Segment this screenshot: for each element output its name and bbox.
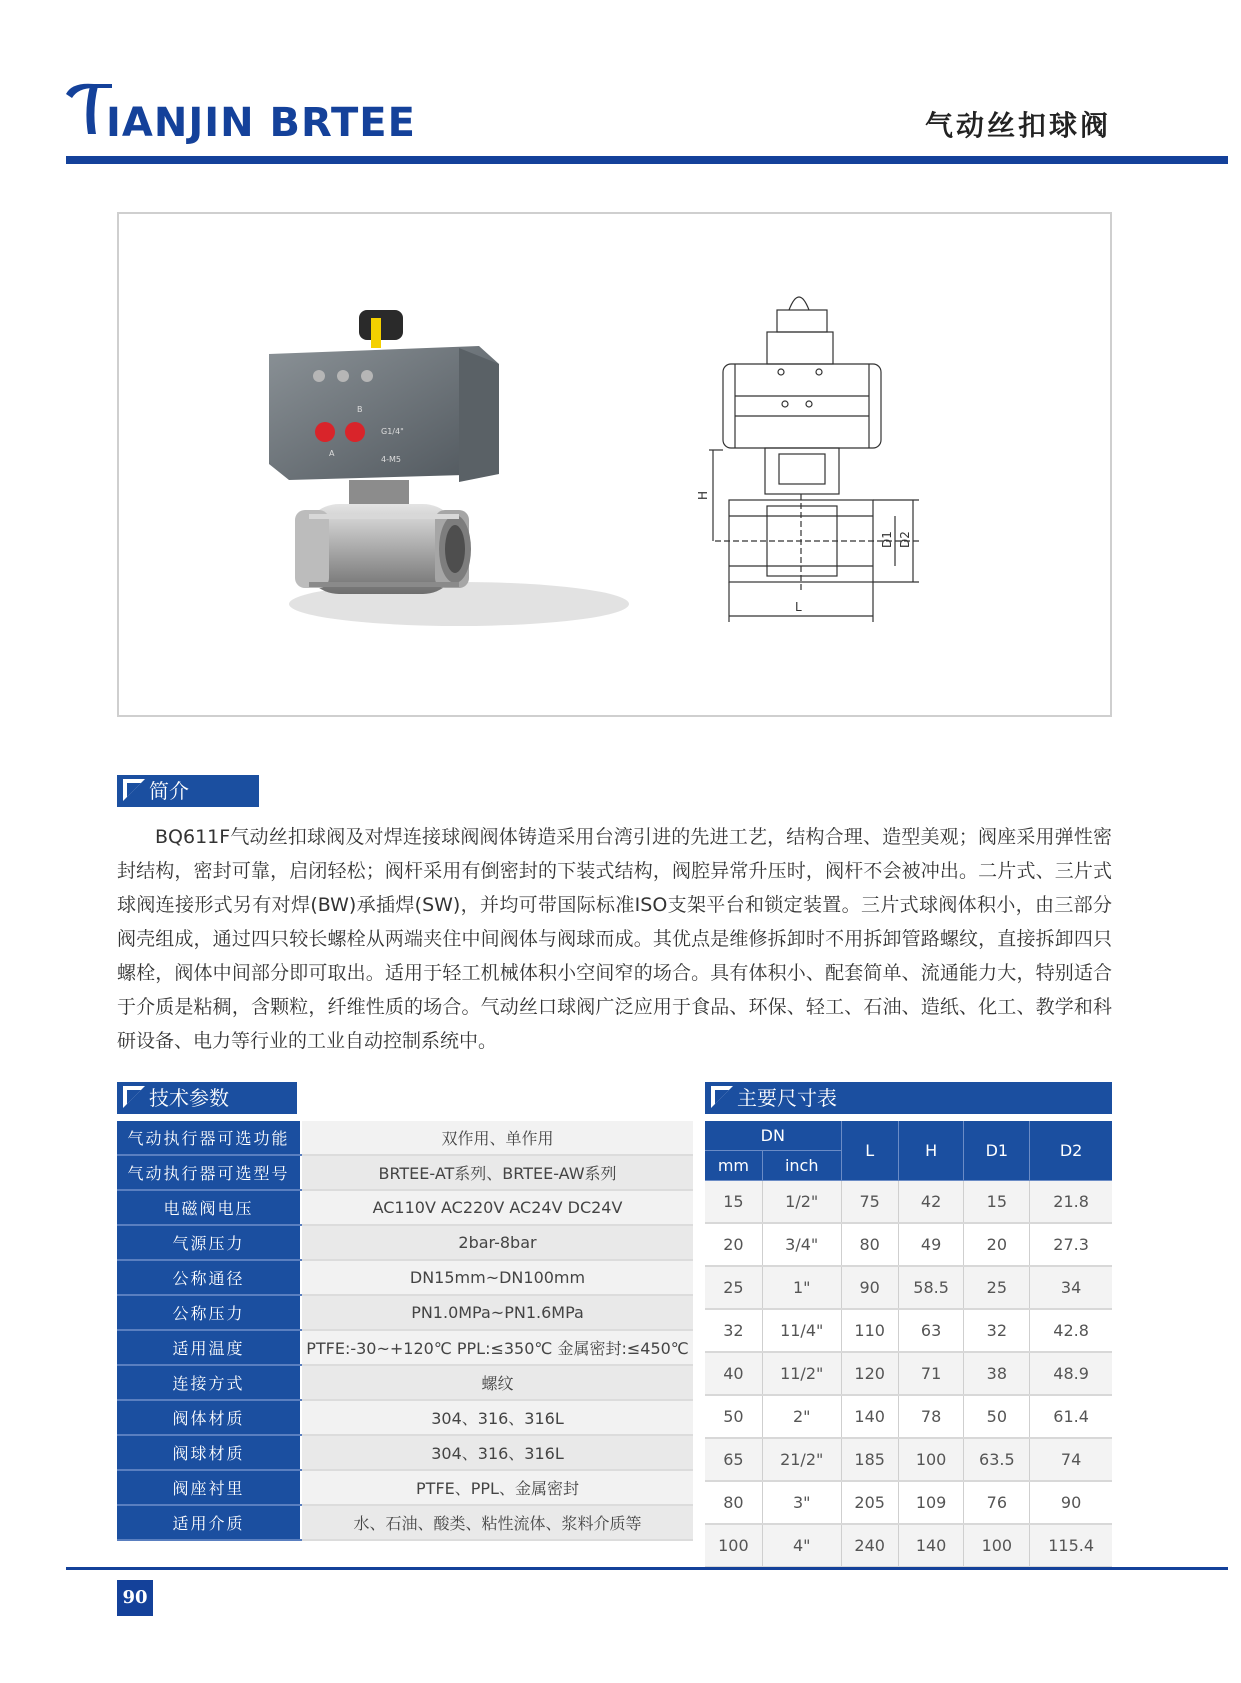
cell-dn-inch: 21/2" (762, 1438, 841, 1481)
table-row (705, 1223, 1112, 1266)
cell-d1: 63.5 (964, 1438, 1030, 1481)
table-row (117, 1190, 693, 1225)
table-row (117, 1505, 693, 1540)
param-name: 气动执行器可选功能 (117, 1121, 301, 1155)
cell-d2: 48.9 (1030, 1352, 1112, 1395)
footer-divider (66, 1567, 1228, 1570)
param-value: 2bar-8bar (301, 1225, 693, 1260)
cell-dn-inch: 1" (762, 1266, 841, 1309)
cell-h: 71 (898, 1352, 964, 1395)
cell-dn-mm: 50 (705, 1395, 762, 1438)
table-row (117, 1121, 693, 1155)
port-b-label: B (357, 405, 363, 414)
param-value: BRTEE-AT系列、BRTEE-AW系列 (301, 1155, 693, 1190)
cell-d2: 115.4 (1030, 1524, 1112, 1567)
param-name: 适用介质 (117, 1505, 301, 1540)
drawing-label-d1: D1 (880, 531, 894, 548)
valve-photo (259, 304, 619, 644)
drawing-label-h: H (696, 490, 710, 500)
table-row (705, 1438, 1112, 1481)
header-divider (66, 156, 1228, 164)
param-value: AC110V AC220V AC24V DC24V (301, 1190, 693, 1225)
param-value: 水、石油、酸类、粘性流体、浆料介质等 (301, 1505, 693, 1540)
drawing-label-d2: D2 (898, 531, 912, 548)
table-row (117, 1435, 693, 1470)
table-row (117, 1260, 693, 1295)
cell-h: 63 (898, 1309, 964, 1352)
table-row (117, 1225, 693, 1260)
dim-header-d1: D1 (964, 1121, 1030, 1181)
cell-h: 109 (898, 1481, 964, 1524)
cell-dn-inch: 2" (762, 1395, 841, 1438)
table-row (117, 1470, 693, 1505)
dim-header-dn: DN (705, 1121, 841, 1151)
cell-l: 75 (841, 1181, 898, 1224)
param-name: 气源压力 (117, 1225, 301, 1260)
param-value: 304、316、316L (301, 1400, 693, 1435)
cell-d2: 42.8 (1030, 1309, 1112, 1352)
page-number: 90 (117, 1580, 153, 1616)
cell-h: 78 (898, 1395, 964, 1438)
cell-d1: 32 (964, 1309, 1030, 1352)
cell-d2: 61.4 (1030, 1395, 1112, 1438)
cell-d1: 38 (964, 1352, 1030, 1395)
cell-d2: 27.3 (1030, 1223, 1112, 1266)
cell-h: 49 (898, 1223, 964, 1266)
dim-header-inch: inch (762, 1151, 841, 1181)
param-name: 公称通径 (117, 1260, 301, 1295)
brand-name: IANJIN BRTEE (106, 100, 416, 146)
cell-dn-inch: 3" (762, 1481, 841, 1524)
cell-dn-mm: 65 (705, 1438, 762, 1481)
table-row (117, 1365, 693, 1400)
param-name: 阀体材质 (117, 1400, 301, 1435)
dim-header-l: L (841, 1121, 898, 1181)
table-row (705, 1395, 1112, 1438)
param-name: 公称压力 (117, 1295, 301, 1330)
thread-label: G1/4" (381, 427, 404, 436)
dims-heading: 主要尺寸表 (705, 1082, 1112, 1114)
tech-heading: 技术参数 (117, 1082, 297, 1114)
dim-header-h: H (898, 1121, 964, 1181)
cell-dn-inch: 3/4" (762, 1223, 841, 1266)
param-value: PTFE、PPL、金属密封 (301, 1470, 693, 1505)
table-row (117, 1330, 693, 1365)
dim-header-mm: mm (705, 1151, 762, 1181)
param-value: PTFE:-30~+120℃ PPL:≤350℃ 金属密封:≤450℃ (301, 1330, 693, 1365)
table-row (705, 1352, 1112, 1395)
param-name: 电磁阀电压 (117, 1190, 301, 1225)
dim-header-d2: D2 (1030, 1121, 1112, 1181)
product-image-frame (117, 212, 1112, 717)
cell-d2: 21.8 (1030, 1181, 1112, 1224)
cell-dn-mm: 25 (705, 1266, 762, 1309)
cell-d2: 90 (1030, 1481, 1112, 1524)
drawing-label-l: L (795, 600, 802, 614)
cell-d1: 76 (964, 1481, 1030, 1524)
cell-d1: 50 (964, 1395, 1030, 1438)
cell-dn-mm: 100 (705, 1524, 762, 1567)
cell-h: 42 (898, 1181, 964, 1224)
cell-d1: 25 (964, 1266, 1030, 1309)
intro-heading: 简介 (117, 775, 259, 807)
cell-dn-mm: 15 (705, 1181, 762, 1224)
cell-l: 140 (841, 1395, 898, 1438)
param-value: 304、316、316L (301, 1435, 693, 1470)
param-value: 双作用、单作用 (301, 1121, 693, 1155)
dimension-drawing (696, 274, 959, 634)
port-a-label: A (329, 449, 335, 458)
page-title: 气动丝扣球阀 (924, 109, 1111, 142)
param-name: 气动执行器可选型号 (117, 1155, 301, 1190)
cell-l: 120 (841, 1352, 898, 1395)
param-name: 阀球材质 (117, 1435, 301, 1470)
cell-dn-inch: 1/2" (762, 1181, 841, 1224)
table-row (705, 1181, 1112, 1224)
cell-dn-mm: 20 (705, 1223, 762, 1266)
cell-dn-inch: 11/2" (762, 1352, 841, 1395)
param-name: 适用温度 (117, 1330, 301, 1365)
cell-l: 205 (841, 1481, 898, 1524)
param-name: 连接方式 (117, 1365, 301, 1400)
cell-d1: 20 (964, 1223, 1030, 1266)
param-value: 螺纹 (301, 1365, 693, 1400)
cell-h: 58.5 (898, 1266, 964, 1309)
table-row (117, 1295, 693, 1330)
cell-dn-inch: 11/4" (762, 1309, 841, 1352)
intro-paragraph: BQ611F气动丝扣球阀及对焊连接球阀阀体铸造采用台湾引进的先进工艺，结构合理、造型美观；阀座采用弹性密封结构，密封可靠，启闭轻松；阀杆采用有倒密封的下装式结构，阀腔异常升压时，阀杆不会被冲出。二片式、三片式球阀连接形式另有对焊(BW)承插焊(SW)，并均可带国际标准ISO支架平台和锁定装置。三片式球阀体积小，由三部分阀壳组成，通过四只较长螺栓从两端夹住中间阀体与阀球而成。其优点是维修拆卸时不用拆卸管路螺纹，直接拆卸四只螺栓，阀体中间部分即可取出。适用于轻工机械体积小空间窄的场合。具有体积小、配套简单、流通能力大，特别适合于介质是粘稠，含颗粒，纤维性质的场合。气动丝口球阀广泛应用于食品、环保、轻工、石油、造纸、化工、教学和科研设备、电力等行业的工业自动控制系统中。 (117, 826, 1112, 1052)
cell-l: 90 (841, 1266, 898, 1309)
table-row (117, 1400, 693, 1435)
param-name: 阀座衬里 (117, 1470, 301, 1505)
cell-d2: 74 (1030, 1438, 1112, 1481)
param-value: PN1.0MPa~PN1.6MPa (301, 1295, 693, 1330)
cell-d1: 100 (964, 1524, 1030, 1567)
cell-dn-mm: 32 (705, 1309, 762, 1352)
cell-l: 110 (841, 1309, 898, 1352)
cell-dn-mm: 40 (705, 1352, 762, 1395)
cell-dn-mm: 80 (705, 1481, 762, 1524)
cell-h: 100 (898, 1438, 964, 1481)
table-row (705, 1524, 1112, 1567)
dimension-table (705, 1121, 1112, 1568)
cell-l: 240 (841, 1524, 898, 1567)
param-value: DN15mm~DN100mm (301, 1260, 693, 1295)
cell-h: 140 (898, 1524, 964, 1567)
cell-d2: 34 (1030, 1266, 1112, 1309)
table-row (117, 1155, 693, 1190)
table-row (705, 1266, 1112, 1309)
tech-params-table (117, 1121, 693, 1541)
table-row (705, 1309, 1112, 1352)
cell-dn-inch: 4" (762, 1524, 841, 1567)
table-row (705, 1481, 1112, 1524)
cell-d1: 15 (964, 1181, 1030, 1224)
cell-l: 80 (841, 1223, 898, 1266)
screw-label: 4-M5 (381, 455, 401, 464)
cell-l: 185 (841, 1438, 898, 1481)
